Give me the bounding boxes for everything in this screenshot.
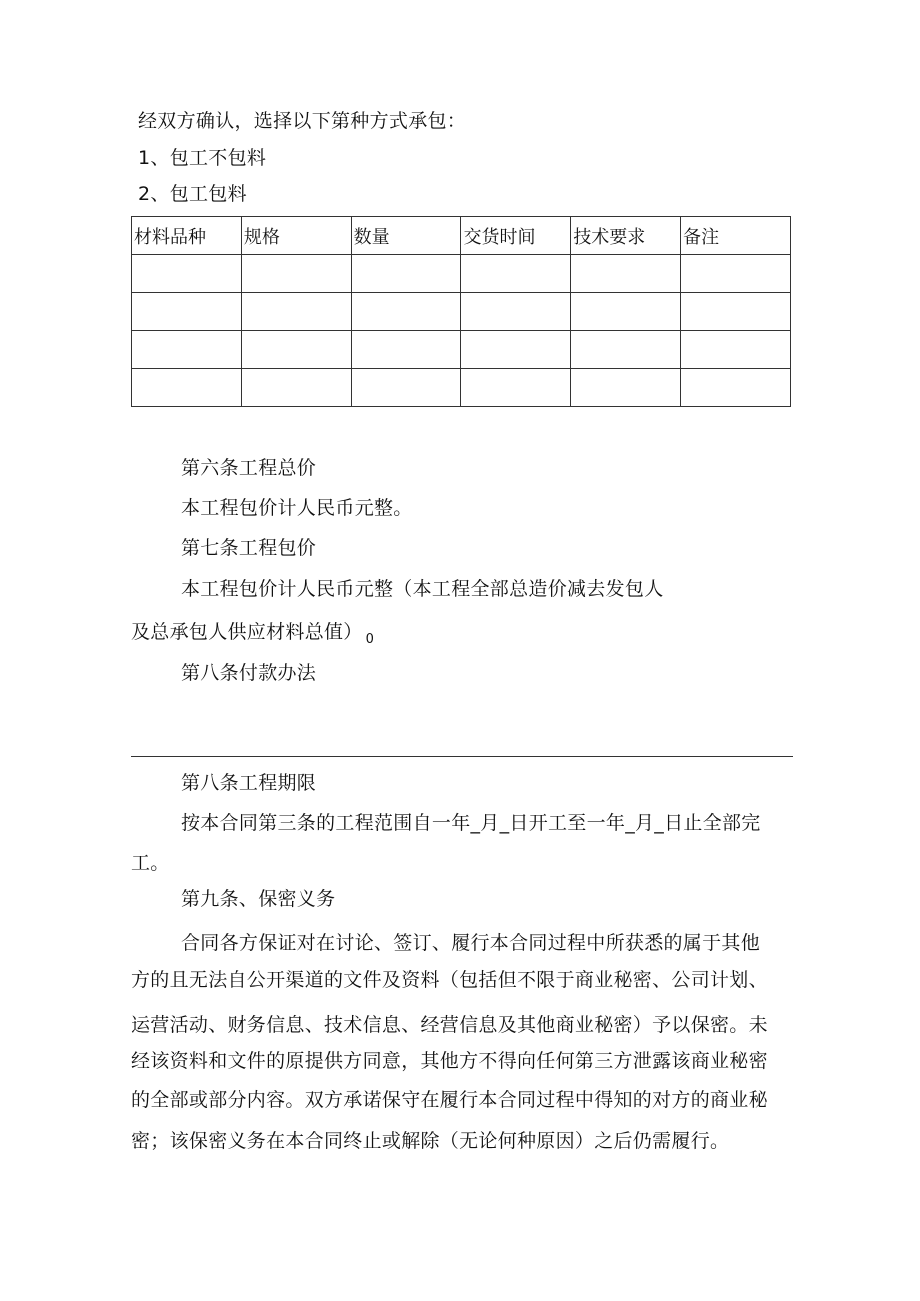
table-cell xyxy=(571,369,681,407)
header-spec: 规格 xyxy=(241,217,351,255)
header-tech-requirements: 技术要求 xyxy=(571,217,681,255)
header-remarks: 备注 xyxy=(681,217,791,255)
article-7-text-line2-body: 及总承包人供应材料总值） xyxy=(131,621,363,643)
table-cell xyxy=(132,369,242,407)
table-cell xyxy=(351,369,461,407)
table-cell xyxy=(681,331,791,369)
option-1: 1、包工不包料 xyxy=(138,147,267,169)
table-cell xyxy=(351,255,461,293)
table-row xyxy=(132,293,791,331)
table-cell xyxy=(571,255,681,293)
article-9-line-6: 密；该保密义务在本合同终止或解除（无论何种原因）之后仍需履行。 xyxy=(131,1130,730,1152)
header-quantity: 数量 xyxy=(351,217,461,255)
section-divider xyxy=(131,756,793,757)
table-cell xyxy=(132,255,242,293)
table-cell xyxy=(351,331,461,369)
article-6-title: 第六条工程总价 xyxy=(181,457,317,479)
table-cell xyxy=(461,331,571,369)
article-6-text: 本工程包价计人民币元整。 xyxy=(181,497,413,519)
table-cell xyxy=(461,293,571,331)
table-cell xyxy=(461,369,571,407)
table-row xyxy=(132,369,791,407)
table-cell xyxy=(241,293,351,331)
article-8-period-text-line1: 按本合同第三条的工程范围自一年_月_日开工至一年_月_日止全部完 xyxy=(181,812,761,834)
option-2: 2、包工包料 xyxy=(138,183,247,205)
table-cell xyxy=(681,369,791,407)
table-cell xyxy=(241,369,351,407)
table-cell xyxy=(571,293,681,331)
article-7-text-suffix: 0 xyxy=(365,632,375,647)
article-8-period-title: 第八条工程期限 xyxy=(181,772,317,794)
article-8-payment-title: 第八条付款办法 xyxy=(181,662,317,684)
header-delivery-time: 交货时间 xyxy=(461,217,571,255)
table-cell xyxy=(132,331,242,369)
article-9-title: 第九条、保密义务 xyxy=(181,888,336,910)
article-9-line-5: 的全部或部分内容。双方承诺保守在履行本合同过程中得知的对方的商业秘 xyxy=(131,1089,768,1111)
table-cell xyxy=(571,331,681,369)
table-row xyxy=(132,331,791,369)
article-9-line-2: 方的且无法自公开渠道的文件及资料（包括但不限于商业秘密、公司计划、 xyxy=(131,969,768,991)
materials-table xyxy=(131,216,791,407)
table-cell xyxy=(681,255,791,293)
table-cell xyxy=(241,331,351,369)
table-row xyxy=(132,255,791,293)
table-cell xyxy=(132,293,242,331)
article-9-line-4: 经该资料和文件的原提供方同意，其他方不得向任何第三方泄露该商业秘密 xyxy=(131,1050,768,1072)
table-cell xyxy=(241,255,351,293)
table-cell xyxy=(351,293,461,331)
article-9-line-3: 运营活动、财务信息、技术信息、经营信息及其他商业秘密）予以保密。未 xyxy=(131,1014,768,1036)
table-cell xyxy=(681,293,791,331)
article-7-text-line2 xyxy=(131,620,374,647)
article-9-line-1: 合同各方保证对在讨论、签订、履行本合同过程中所获悉的属于其他 xyxy=(181,932,761,954)
article-7-title: 第七条工程包价 xyxy=(181,537,317,559)
header-material-type: 材料品种 xyxy=(132,217,242,255)
table-cell xyxy=(461,255,571,293)
article-7-text-line1: 本工程包价计人民币元整（本工程全部总造价减去发包人 xyxy=(181,578,664,600)
table-header-row xyxy=(132,217,791,255)
intro-confirm: 经双方确认，选择以下第种方式承包： xyxy=(138,110,467,132)
article-8-period-text-line2: 工。 xyxy=(131,852,170,874)
